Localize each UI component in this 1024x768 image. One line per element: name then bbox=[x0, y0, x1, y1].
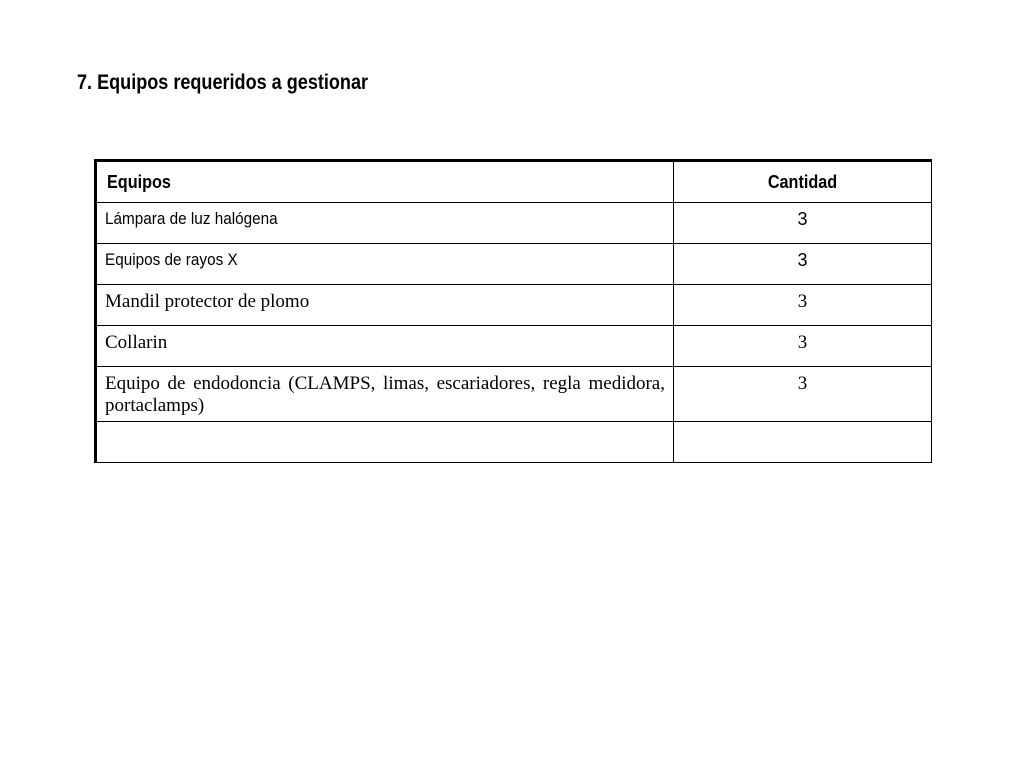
column-header-cantidad: Cantidad bbox=[674, 161, 932, 203]
table-row-empty bbox=[96, 422, 932, 463]
table-row bbox=[96, 285, 932, 326]
equipo-cell bbox=[96, 422, 674, 463]
table-row bbox=[96, 203, 932, 244]
cantidad-cell: 3 bbox=[674, 285, 932, 326]
table-header-row bbox=[96, 161, 932, 203]
cantidad-cell: 3 bbox=[674, 326, 932, 367]
equipo-cell: Lámpara de luz halógena bbox=[96, 203, 674, 244]
column-header-equipos: Equipos bbox=[96, 161, 674, 203]
cantidad-cell: 3 bbox=[674, 367, 932, 422]
equipo-cell: Equipo de endodoncia (CLAMPS, limas, escariadores, regla medidora, portaclamps) bbox=[96, 367, 674, 422]
equipment-table bbox=[94, 159, 932, 463]
equipo-cell: Collarin bbox=[96, 326, 674, 367]
cantidad-cell bbox=[674, 422, 932, 463]
table-row bbox=[96, 326, 932, 367]
cantidad-cell: 3 bbox=[674, 203, 932, 244]
page-title: 7. Equipos requeridos a gestionar bbox=[77, 71, 369, 94]
cantidad-cell: 3 bbox=[674, 244, 932, 285]
equipo-cell: Equipos de rayos X bbox=[96, 244, 674, 285]
equipo-cell: Mandil protector de plomo bbox=[96, 285, 674, 326]
table-row bbox=[96, 367, 932, 422]
table-row bbox=[96, 244, 932, 285]
